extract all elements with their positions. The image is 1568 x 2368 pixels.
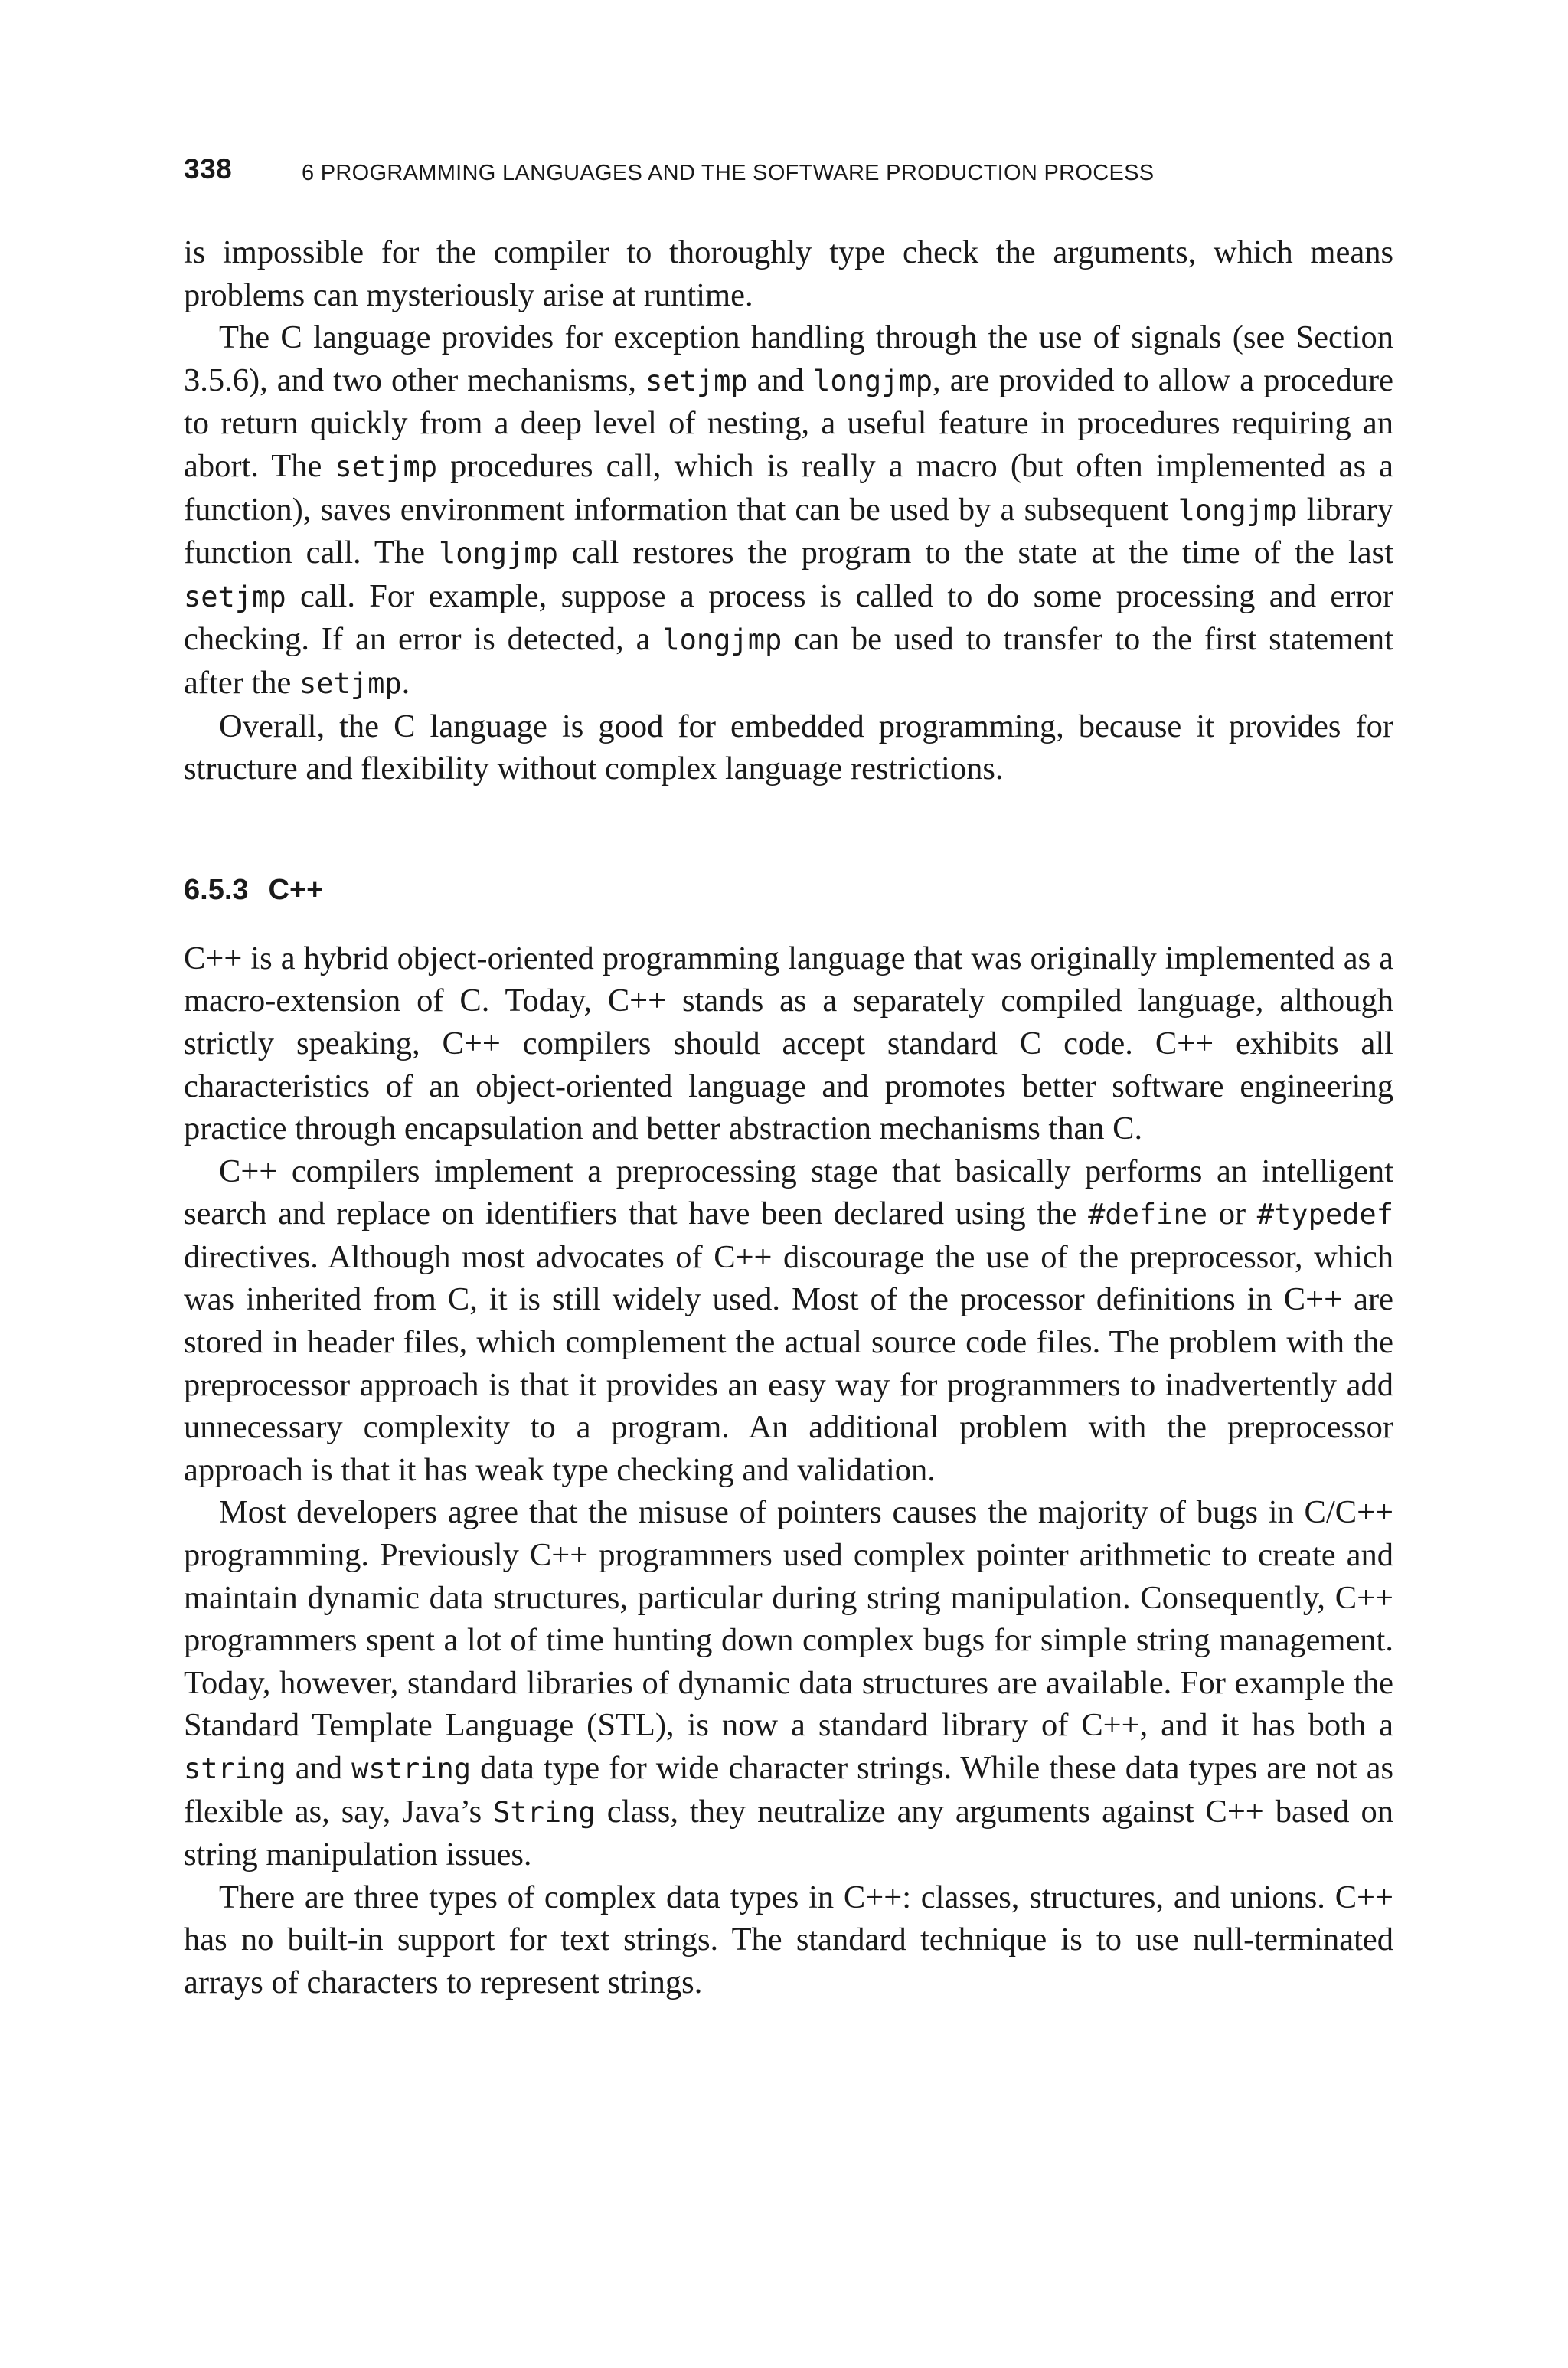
paragraph-text: . [401, 664, 410, 701]
page-number: 338 [184, 153, 233, 185]
code-longjmp: longjmp [662, 623, 782, 657]
paragraph-text: C++ compilers implement a preprocessing stage that basically performs an intelligent search and replace on identifiers that have been declared using the [184, 1153, 1393, 1232]
paragraph-text: class, they neutralize any arguments against C++ based on string manipulation issues. [184, 1793, 1393, 1873]
code-longjmp: longjmp [813, 364, 933, 397]
paragraph-text: directives. Although most advocates of C++ discourage the use of the preprocessor, which was inherited from C, it is still widely used. Most of the processor definitions in C++ are stored in header files, which complement the actual source code files. The problem with the preprocessor approach is that it provides an easy way for programmers to inadvertently add unnecessary complexity to a program. An additional problem with the preprocessor approach is that it has weak type checking and validation. [184, 1238, 1393, 1488]
paragraph-cpp-intro [184, 937, 1393, 1150]
paragraph-preprocessor [184, 1150, 1393, 1492]
section-number: 6.5.3 [184, 873, 249, 906]
code-define: #define [1088, 1198, 1207, 1231]
paragraph-text: or [1207, 1195, 1257, 1232]
paragraph-text: call. For example, suppose a process is called to do some processing and error checking. If an error is detected, a [184, 577, 1393, 658]
paragraph-text: and [286, 1750, 352, 1786]
code-wstring: wstring [351, 1752, 472, 1785]
paragraph-text: There are three types of complex data types in C++: classes, structures, and unions. C++ has no built-in support for text strings. The standard technique is to use null-terminated arrays of characters to represent strings. [184, 1879, 1393, 2000]
paragraph-text: can be used to transfer to the first statement after the [184, 621, 1393, 701]
code-setjmp: setjmp [645, 364, 748, 397]
code-string: string [184, 1752, 286, 1785]
paragraph-text: , are provided to allow a procedure to return quickly from a deep level of nesting, a useful feature in procedures requiring an abort. The [184, 361, 1393, 484]
paragraph-complex-types [184, 1876, 1393, 2004]
code-setjmp: setjmp [335, 450, 438, 483]
code-java-string: String [493, 1795, 596, 1829]
paragraph-pointers [184, 1491, 1393, 1876]
code-setjmp: setjmp [299, 666, 402, 700]
paragraph-text: data type for wide character strings. While these data types are not as flexible as, say, Java’s [184, 1750, 1393, 1830]
page-header [184, 153, 1393, 199]
paragraph-text: procedures call, which is really a macro (but often implemented as a function), saves environment information that can be used by a subsequent [184, 447, 1394, 528]
paragraph-text: library function call. The [184, 491, 1393, 571]
paragraph-c-summary [184, 705, 1393, 790]
paragraph-text: The C language provides for exception handling through the use of signals (see Section 3.5.6), and two other mechanisms, [184, 319, 1393, 398]
code-typedef: #typedef [1256, 1198, 1393, 1231]
paragraph-text: Most developers agree that the misuse of pointers causes the majority of bugs in C/C++ programming. Previously C++ programmers used complex pointer arithmetic to create and maintain dynamic data structures, particular during string manipulation. Consequently, C++ programmers spent a lot of time hunting down complex bugs for simple string management. Today, however, standard libraries of dynamic data structures are available. For example the Standard Template Language (STL), is now a standard library of C++, and it has both a [184, 1494, 1393, 1744]
paragraph-continued [184, 231, 1393, 316]
paragraph-text: and [747, 361, 814, 398]
paragraph-exception-handling [184, 316, 1393, 705]
section-heading [184, 867, 1393, 913]
code-longjmp: longjmp [438, 537, 558, 571]
code-longjmp: longjmp [1178, 493, 1298, 527]
paragraph-text: call restores the program to the state at the time of the last [557, 535, 1393, 571]
paragraph-text: is impossible for the compiler to thoroughly type check the arguments, which means problems can mysteriously arise at runtime. [184, 234, 1393, 313]
page-body [184, 231, 1393, 2004]
paragraph-text: Overall, the C language is good for embedded programming, because it provides for structure and flexibility without complex language restrictions. [184, 708, 1393, 787]
running-head: 6 PROGRAMMING LANGUAGES AND THE SOFTWARE PRODUCTION PROCESS [302, 161, 1155, 185]
paragraph-text: C++ is a hybrid object-oriented programming language that was originally implemented as a macro-extension of C. Today, C++ stands as a separately compiled language, although strictly speaking, C++ compilers should accept standard C code. C++ exhibits all characteristics of an object-oriented language and promotes better software engineering practice through encapsulation and better abstraction mechanisms than C. [184, 940, 1393, 1147]
section-title: C++ [268, 873, 324, 906]
code-setjmp: setjmp [184, 580, 286, 613]
